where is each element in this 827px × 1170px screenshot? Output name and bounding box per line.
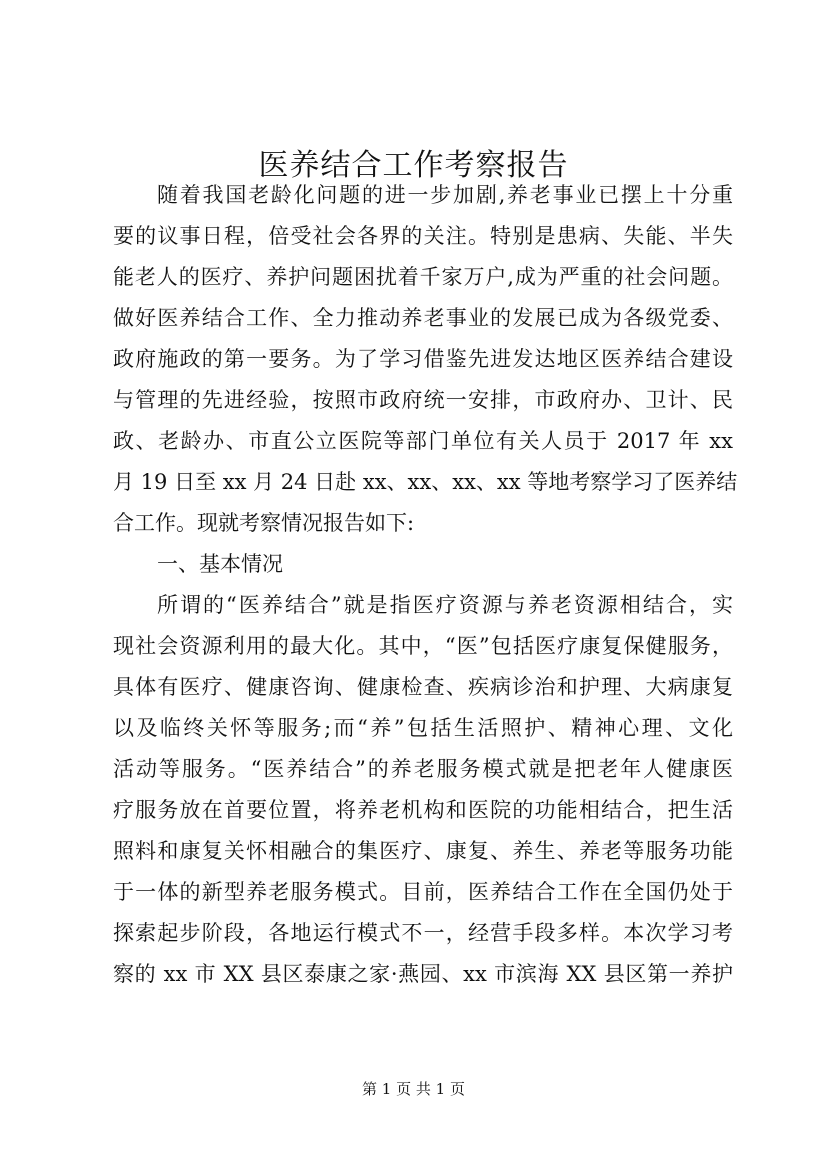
- text-line: 要的议事日程，倍受社会各界的关注。特别是患病、失能、半失: [113, 224, 733, 248]
- text-line: 察的 xx 市 XX 县区泰康之家·燕园、xx 市滨海 XX 县区第一养护: [113, 962, 733, 986]
- text-line: 所谓的“医养结合”就是指医疗资源与养老资源相结合，实: [157, 593, 733, 617]
- text-line: 月 19 日至 xx 月 24 日赴 xx、xx、xx、xx 等地考察学习了医养结: [113, 470, 738, 494]
- text-line: 以及临终关怀等服务;而“养”包括生活照护、精神心理、文化: [113, 716, 733, 740]
- text-line: 照料和康复关怀相融合的集医疗、康复、养生、养老等服务功能: [113, 839, 733, 863]
- text-line: 与管理的先进经验，按照市政府统一安排，市政府办、卫计、民: [113, 388, 733, 412]
- text-line: 活动等服务。“医养结合”的养老服务模式就是把老年人健康医: [113, 757, 733, 781]
- text-line: 能老人的医疗、养护问题困扰着千家万户,成为严重的社会问题。: [113, 265, 733, 289]
- text-line: 一、基本情况: [157, 552, 283, 576]
- text-line: 具体有医疗、健康咨询、健康检查、疾病诊治和护理、大病康复: [113, 675, 733, 699]
- text-line: 探索起步阶段，各地运行模式不一，经营手段多样。本次学习考: [113, 921, 733, 945]
- text-line: 政府施政的第一要务。为了学习借鉴先进发达地区医养结合建设: [113, 347, 733, 371]
- document-title: 医养结合工作考察报告: [258, 148, 569, 183]
- text-line: 合工作。现就考察情况报告如下:: [113, 511, 415, 535]
- text-line: 疗服务放在首要位置，将养老机构和医院的功能相结合，把生活: [113, 798, 733, 822]
- text-line: 现社会资源利用的最大化。其中，“医”包括医疗康复保健服务，: [113, 634, 733, 658]
- text-line: 随着我国老龄化问题的进一步加剧,养老事业已摆上十分重: [157, 183, 733, 207]
- text-line: 政、老龄办、市直公立医院等部门单位有关人员于 2017 年 xx: [113, 429, 733, 453]
- page-footer: 第 1 页 共 1 页: [362, 1080, 465, 1098]
- text-line: 做好医养结合工作、全力推动养老事业的发展已成为各级党委、: [113, 306, 733, 330]
- text-line: 于一体的新型养老服务模式。目前，医养结合工作在全国仍处于: [113, 880, 733, 904]
- document-body: [113, 175, 738, 995]
